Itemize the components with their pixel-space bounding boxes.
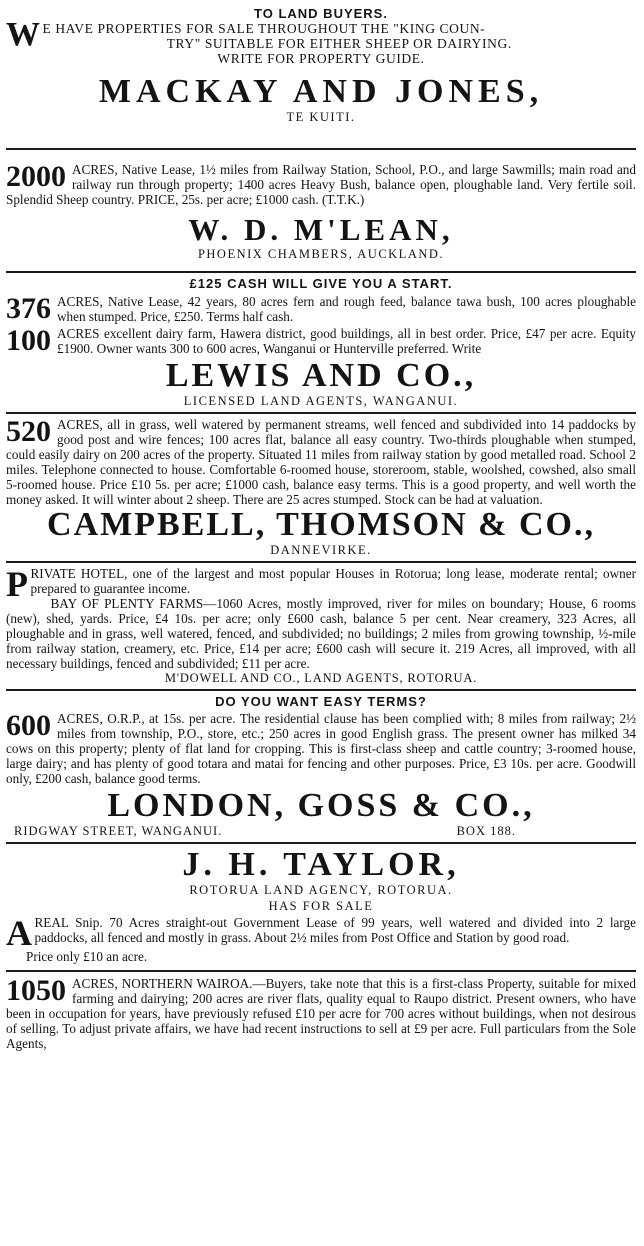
ad-heading: £125 CASH WILL GIVE YOU A START. <box>189 276 453 291</box>
ad-northern-wairoa <box>6 976 636 1051</box>
divider <box>6 842 636 844</box>
acreage-number: 1050 <box>6 974 66 1007</box>
firm-name: LEWIS AND CO., <box>165 357 477 394</box>
firm-name: CAMPBELL, THOMSON & CO., <box>47 506 595 543</box>
ad-body <box>6 294 636 324</box>
divider <box>6 412 636 414</box>
ad-mackay-jones <box>6 6 636 124</box>
divider <box>6 148 636 150</box>
ad-body <box>6 564 636 604</box>
ad-text: REAL Snip. 70 Acres straight-out Government Lease of 99 years, well watered and divided into 2 large paddocks, all fenced and mostly in grass. About 2½ miles from Post Office and Station by good road. <box>34 915 636 945</box>
ad-text: ACRES excellent dairy farm, Hawera district, good buildings, all in best order. Price, £47 per acre. Equity £1900. Owner wants 300 to 600 acres, Wanganui or Hunterville preferred. Write <box>57 326 636 356</box>
firm-address-row <box>6 824 636 838</box>
divider <box>6 689 636 691</box>
divider <box>6 970 636 972</box>
acreage-number: 600 <box>6 709 51 742</box>
firm-name: LONDON, GOSS & CO., <box>107 787 535 824</box>
ad-text: ACRES, O.R.P., at 15s. per acre. The residential clause has been complied with; 8 miles from railway; 2½ miles from township, P.O., store, etc.; 250 acres in good English grass. The present owner has milked 34 cows on this property; plenty of flat land for cropping. This is first-class sheep and cattle country; 3-roomed house, large dairy; and has plenty of good totara and matai for fencing and other purposes. Price, £3 10s. per acre. Goodwill only, £200 cash, balance good terms. <box>6 711 636 786</box>
firm-subtitle: LICENSED LAND AGENTS, WANGANUI. <box>183 394 459 408</box>
ad-text: ACRES, Native Lease, 42 years, 80 acres fern and rough feed, balance tawa bush, 100 acres ploughable when stumped. Price, £250. Terms half cash. <box>57 294 636 324</box>
ad-london-goss <box>6 694 636 838</box>
agent-line: M'DOWELL AND CO., LAND AGENTS, ROTORUA. <box>164 671 478 685</box>
firm-name: J. H. TAYLOR, <box>182 846 460 883</box>
drop-cap: W <box>6 16 40 53</box>
divider <box>6 561 636 563</box>
ad-heading: DO YOU WANT EASY TERMS? <box>215 694 427 709</box>
firm-address: PHOENIX CHAMBERS, AUCKLAND. <box>197 247 445 261</box>
ad-text: ACRES, all in grass, well watered by permanent streams, well fenced and subdivided into 14 paddocks by good post and wire fences; 100 acres flat, balance all easy country. Two-thirds ploughable when stumped, could easily dairy on 200 acres of the property. Situated 11 miles from railway station by good metalled road. School 2 miles. Telephone connected to house. Comfortable 6-roomed house, storeroom, stable, woolshed, cowshed, also small 5-roomed house. Price £10 5s. per acre; £1000 cash, balance easy terms. This is a good property, and well worth the money asked. It will winter about 2 sheep. There are 25 acres stumped. Stock can be had at valuation. <box>6 417 636 507</box>
acreage-number: 376 <box>6 292 51 325</box>
ad-line: E HAVE PROPERTIES FOR SALE THROUGHOUT THE "KING COUN- <box>42 21 486 36</box>
acreage-number: 520 <box>6 415 51 448</box>
divider <box>6 271 636 273</box>
ad-body <box>6 162 636 207</box>
drop-cap: P <box>6 564 28 604</box>
firm-name: MACKAY AND JONES, <box>98 73 544 110</box>
ad-body <box>6 976 636 1051</box>
ad-text: ACRES, NORTHERN WAIROA.—Buyers, take note that this is a first-class Property, suitable for mixed farming and dairying; 200 acres are river flats, quality equal to Raupo district. Present owners, who have been in occupation for years, have previously refused £10 per acre for 700 acres without buildings, when not desirous of selling. To adjust private affairs, we have had recent instructions to sell at £9 per acre. Full particulars from the Sole Agents, <box>6 976 636 1051</box>
ad-jh-taylor <box>6 847 636 964</box>
ad-body <box>6 326 636 356</box>
ad-body <box>6 417 636 507</box>
ad-text: ACRES, Native Lease, 1½ miles from Railway Station, School, P.O., and large Sawmills; main road and railway run through property; 1400 acres Heavy Bush, balance open, ploughable land. Very fertile soil. Splendid Sheep country. PRICE, 25s. per acre; £1000 cash. (T.T.K.) <box>6 162 636 207</box>
acreage-number: 2000 <box>6 160 66 193</box>
firm-subtitle: ROTORUA LAND AGENCY, ROTORUA. <box>189 883 453 897</box>
firm-location: DANNEVIRKE. <box>270 543 372 557</box>
ad-line: TRY" SUITABLE FOR EITHER SHEEP OR DAIRYING. <box>166 36 512 51</box>
ad-line: WRITE FOR PROPERTY GUIDE. <box>217 51 425 66</box>
firm-box: BOX 188. <box>456 824 516 838</box>
ad-body <box>6 596 636 671</box>
firm-street: RIDGWAY STREET, WANGANUI. <box>14 824 223 838</box>
firm-subtitle: HAS FOR SALE <box>268 899 374 913</box>
ad-mclean <box>6 162 636 261</box>
ad-lewis <box>6 276 636 408</box>
ad-mdowell <box>6 566 636 685</box>
ad-text: RIVATE HOTEL, one of the largest and most popular Houses in Rotorua; long lease, moderate rental; owner prepared to guarantee income. <box>30 566 636 596</box>
ad-heading: TO LAND BUYERS. <box>254 6 388 21</box>
firm-location: TE KUITI. <box>286 110 356 124</box>
ad-body <box>6 913 636 953</box>
drop-cap: A <box>6 913 32 953</box>
firm-name: W. D. M'LEAN, <box>188 212 454 247</box>
ad-body <box>6 711 636 786</box>
ad-price: Price only £10 an acre. <box>26 949 148 964</box>
ad-text: BAY OF PLENTY FARMS—1060 Acres, mostly improved, river for miles on boundary; House, 6 rooms (new), shed, yards. Price, £4 10s. per acre; only £600 cash, balance 5 per cent. Near creamery, 323 Acres, all ploughable and in grass, well watered, fenced, and subdivided; no buildings; 2 miles from growing township, ½-mile from railway station, creamery, etc. Price, £14 per acre; £600 cash will secure it. 219 Acres, all improved, with all necessary buildings, fenced and subdivided; £11 per acre. <box>6 596 636 671</box>
acreage-number: 100 <box>6 324 51 357</box>
ad-campbell-thomson <box>6 417 636 557</box>
